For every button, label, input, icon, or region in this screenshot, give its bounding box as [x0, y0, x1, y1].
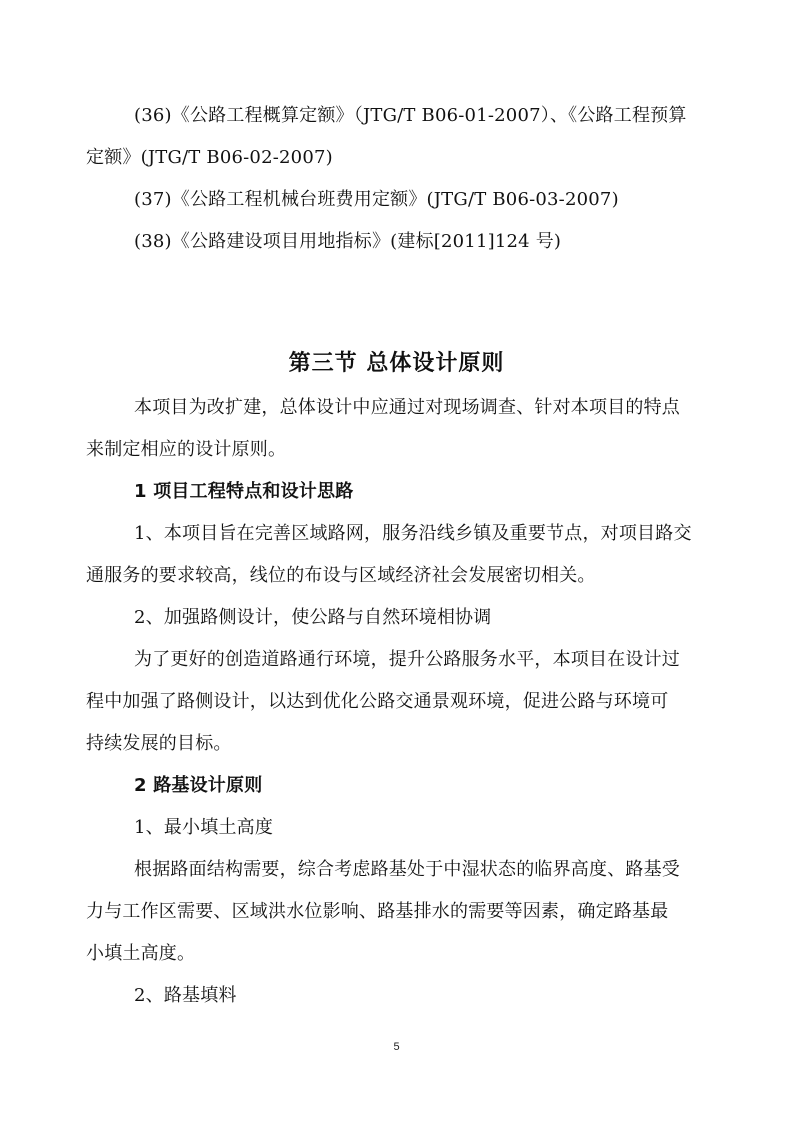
subsection-2-point-1-title: 1、最小填土高度 — [134, 817, 274, 838]
subsection-1-point-2-line-1: 为了更好的创造道路通行环境，提升公路服务水平，本项目在设计过 — [134, 649, 680, 670]
reference-38: (38)《公路建设项目用地指标》(建标[2011]124 号) — [134, 231, 562, 252]
subsection-1-point-2-line-2: 程中加强了路侧设计，以达到优化公路交通景观环境，促进公路与环境可 — [86, 691, 669, 712]
section-title: 第三节 总体设计原则 — [288, 351, 505, 376]
subsection-2-point-1-line-3: 小填土高度。 — [86, 943, 196, 964]
reference-36-line-1: (36)《公路工程概算定额》（JTG/T B06-01-2007）、《公路工程预算 — [134, 105, 687, 126]
subsection-2-point-1-line-1: 根据路面结构需要，综合考虑路基处于中湿状态的临界高度、路基受 — [134, 859, 680, 880]
reference-37: (37)《公路工程机械台班费用定额》(JTG/T B06-03-2007) — [134, 189, 619, 210]
subsection-1-point-1-line-2: 通服务的要求较高，线位的布设与区域经济社会发展密切相关。 — [86, 565, 596, 586]
subsection-1-point-2-line-3: 持续发展的目标。 — [86, 733, 232, 754]
page-number: 5 — [393, 1041, 400, 1053]
subsection-1-title: 1 项目工程特点和设计思路 — [134, 481, 354, 502]
reference-36-line-2: 定额》(JTG/T B06-02-2007) — [86, 147, 333, 168]
subsection-1-point-1-line-1: 1、本项目旨在完善区域路网，服务沿线乡镇及重要节点，对项目路交 — [134, 523, 692, 544]
subsection-2-point-2-title: 2、路基填料 — [134, 985, 237, 1006]
subsection-2-point-1-line-2: 力与工作区需要、区域洪水位影响、路基排水的需要等因素，确定路基最 — [86, 901, 669, 922]
intro-line-2: 来制定相应的设计原则。 — [86, 439, 287, 460]
intro-line-1: 本项目为改扩建，总体设计中应通过对现场调查、针对本项目的特点 — [134, 397, 680, 418]
subsection-1-point-2-title: 2、加强路侧设计，使公路与自然环境相协调 — [134, 607, 492, 628]
subsection-2-title: 2 路基设计原则 — [134, 775, 263, 796]
